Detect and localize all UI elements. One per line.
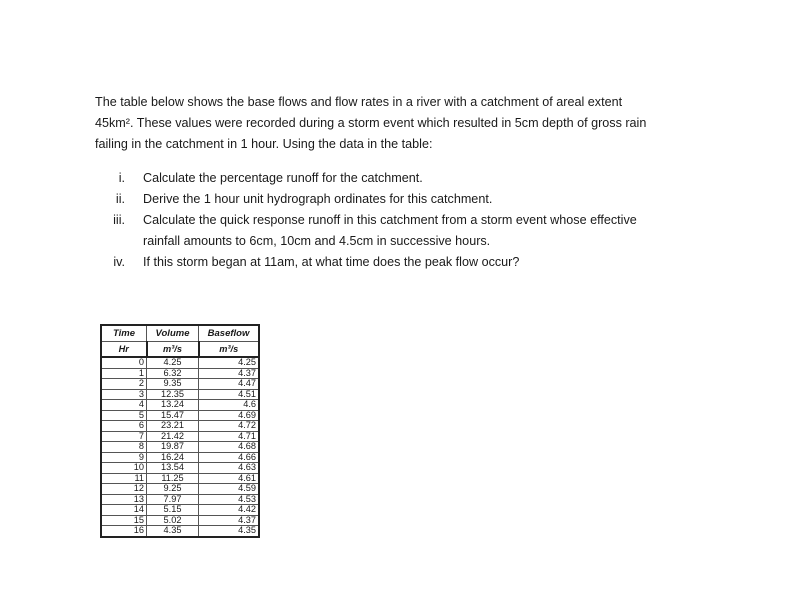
cell-volume: 13.24: [147, 400, 199, 411]
cell-time: 3: [101, 389, 147, 400]
cell-volume: 21.42: [147, 431, 199, 442]
cell-volume: 15.47: [147, 410, 199, 421]
cell-time: 10: [101, 463, 147, 474]
question-number: iii.: [113, 213, 125, 227]
table-row: [101, 379, 259, 390]
cell-baseflow: 4.61: [199, 473, 260, 484]
question-number: i.: [118, 171, 125, 185]
question-item: [95, 210, 735, 252]
cell-baseflow: 4.35: [199, 526, 260, 537]
header-volume: Volume: [147, 325, 199, 342]
unit-volume: m³/s: [147, 342, 199, 358]
cell-volume: 4.35: [147, 526, 199, 537]
cell-volume: 5.15: [147, 505, 199, 516]
question-text: If this storm began at 11am, at what time does the peak flow occur?: [143, 255, 520, 269]
table-row: [101, 442, 259, 453]
cell-volume: 13.54: [147, 463, 199, 474]
cell-baseflow: 4.63: [199, 463, 260, 474]
cell-time: 4: [101, 400, 147, 411]
header-baseflow: Baseflow: [199, 325, 260, 342]
unit-baseflow: m³/s: [199, 342, 260, 358]
table-row: [101, 526, 259, 537]
question-text: rainfall amounts to 6cm, 10cm and 4.5cm in successive hours.: [143, 234, 491, 248]
cell-volume: 5.02: [147, 515, 199, 526]
table-row: [101, 410, 259, 421]
cell-baseflow: 4.53: [199, 494, 260, 505]
table-row: [101, 452, 259, 463]
cell-time: 2: [101, 379, 147, 390]
cell-baseflow: 4.69: [199, 410, 260, 421]
cell-time: 9: [101, 452, 147, 463]
cell-baseflow: 4.25: [199, 357, 260, 368]
cell-time: 7: [101, 431, 147, 442]
cell-volume: 9.35: [147, 379, 199, 390]
cell-time: 8: [101, 442, 147, 453]
cell-baseflow: 4.37: [199, 368, 260, 379]
cell-time: 12: [101, 484, 147, 495]
question-item: [95, 168, 735, 189]
cell-volume: 9.25: [147, 484, 199, 495]
table-row: [101, 357, 259, 368]
cell-baseflow: 4.66: [199, 452, 260, 463]
table-row: [101, 494, 259, 505]
cell-time: 13: [101, 494, 147, 505]
cell-volume: 23.21: [147, 421, 199, 432]
table-row: [101, 515, 259, 526]
cell-baseflow: 4.59: [199, 484, 260, 495]
cell-baseflow: 4.68: [199, 442, 260, 453]
cell-baseflow: 4.37: [199, 515, 260, 526]
unit-time: Hr: [101, 342, 147, 358]
table-row: [101, 431, 259, 442]
cell-time: 15: [101, 515, 147, 526]
cell-baseflow: 4.42: [199, 505, 260, 516]
table-row: [101, 368, 259, 379]
question-text: Calculate the quick response runoff in this catchment from a storm event whose effective: [143, 213, 637, 227]
cell-volume: 11.25: [147, 473, 199, 484]
table-row: [101, 473, 259, 484]
table-row: [101, 484, 259, 495]
cell-volume: 6.32: [147, 368, 199, 379]
cell-baseflow: 4.51: [199, 389, 260, 400]
cell-time: 14: [101, 505, 147, 516]
cell-baseflow: 4.6: [199, 400, 260, 411]
cell-volume: 7.97: [147, 494, 199, 505]
table-units-row: [101, 342, 259, 358]
cell-baseflow: 4.47: [199, 379, 260, 390]
table-row: [101, 400, 259, 411]
question-number: ii.: [115, 192, 125, 206]
cell-time: 1: [101, 368, 147, 379]
question-text: Calculate the percentage runoff for the catchment.: [143, 171, 423, 185]
cell-volume: 16.24: [147, 452, 199, 463]
cell-volume: 19.87: [147, 442, 199, 453]
cell-volume: 4.25: [147, 357, 199, 368]
table-row: [101, 389, 259, 400]
question-number: iv.: [113, 255, 125, 269]
flow-data-table-wrapper: [100, 324, 260, 538]
question-text: Derive the 1 hour unit hydrograph ordinates for this catchment.: [143, 192, 493, 206]
cell-time: 0: [101, 357, 147, 368]
table-body: [101, 357, 259, 537]
intro-paragraph: [95, 92, 705, 155]
intro-line-1: The table below shows the base flows and flow rates in a river with a catchment of areal extent: [95, 95, 623, 109]
question-list: [95, 168, 735, 273]
cell-volume: 12.35: [147, 389, 199, 400]
cell-time: 16: [101, 526, 147, 537]
cell-time: 11: [101, 473, 147, 484]
cell-time: 6: [101, 421, 147, 432]
flow-data-table: [100, 324, 260, 538]
question-item: [95, 252, 735, 273]
cell-baseflow: 4.71: [199, 431, 260, 442]
table-row: [101, 421, 259, 432]
cell-baseflow: 4.72: [199, 421, 260, 432]
table-header-row: [101, 325, 259, 342]
table-row: [101, 463, 259, 474]
intro-line-2: 45km². These values were recorded during a storm event which resulted in 5cm depth of gross rain: [95, 116, 647, 130]
cell-time: 5: [101, 410, 147, 421]
intro-line-3: failing in the catchment in 1 hour. Using the data in the table:: [95, 137, 433, 151]
question-item: [95, 189, 735, 210]
table-row: [101, 505, 259, 516]
header-time: Time: [101, 325, 147, 342]
